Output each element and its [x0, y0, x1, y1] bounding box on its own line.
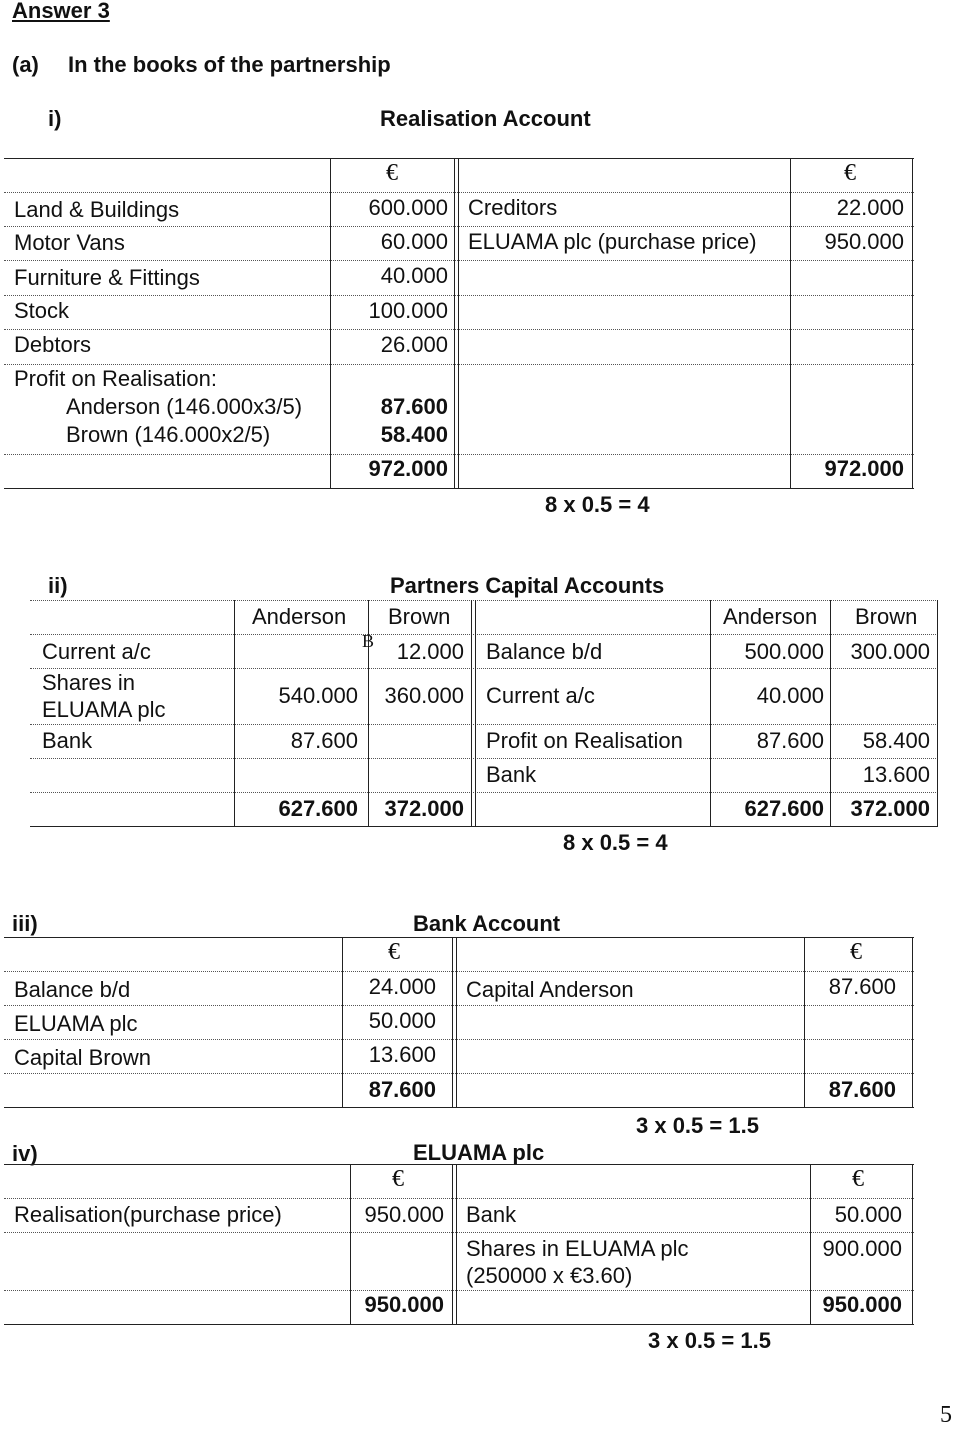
credit-item: Creditors	[468, 195, 558, 220]
part-title: In the books of the partnership	[68, 52, 391, 77]
total-credit: 950.000	[822, 1292, 902, 1317]
col-header-brown: Brown	[855, 604, 918, 629]
total-debit: 950.000	[364, 1292, 444, 1317]
total-debit-anderson: 627.600	[278, 796, 358, 821]
credit-amount: 50.000	[834, 1202, 902, 1227]
section-label: ii)	[48, 573, 68, 598]
euro-symbol: €	[388, 939, 400, 965]
credit-anderson: 500.000	[744, 639, 824, 664]
stray-mark: B	[362, 631, 375, 651]
credit-item: Current a/c	[486, 683, 595, 708]
debit-amount: 13.600	[368, 1042, 436, 1067]
marks-note: 3 x 0.5 = 1.5	[636, 1113, 759, 1138]
section-label: i)	[48, 106, 62, 131]
debit-anderson: 540.000	[278, 683, 358, 708]
debit-item: Debtors	[14, 332, 92, 357]
section-label: iv)	[12, 1141, 38, 1166]
euro-symbol: €	[852, 1166, 864, 1192]
marks-note: 8 x 0.5 = 4	[563, 830, 668, 855]
credit-item: ELUAMA plc (purchase price)	[468, 229, 757, 254]
account-title: Realisation Account	[380, 106, 591, 131]
col-header-anderson: Anderson	[252, 604, 347, 629]
credit-item: Profit on Realisation	[486, 728, 683, 753]
page-number: 5	[940, 1402, 952, 1428]
total-debit: 87.600	[368, 1077, 436, 1102]
debit-item: Shares in	[42, 670, 135, 695]
debit-amount: 40.000	[380, 263, 448, 288]
debit-item: Current a/c	[42, 639, 151, 664]
profit-brown-label: Brown (146.000x2/5)	[66, 422, 271, 447]
credit-brown: 58.400	[862, 728, 930, 753]
euro-symbol: €	[392, 1166, 404, 1192]
credit-brown: 300.000	[850, 639, 930, 664]
euro-symbol: €	[844, 160, 856, 186]
profit-anderson-label: Anderson (146.000x3/5)	[66, 394, 303, 419]
credit-item: Bank	[486, 762, 537, 787]
debit-item: Furniture & Fittings	[14, 265, 200, 290]
debit-amount: 60.000	[380, 229, 448, 254]
credit-brown: 13.600	[862, 762, 930, 787]
debit-amount: 100.000	[368, 298, 448, 323]
profit-heading: Profit on Realisation:	[14, 366, 217, 391]
total-debit-brown: 372.000	[384, 796, 464, 821]
credit-amount: 900.000	[822, 1236, 902, 1261]
debit-item: ELUAMA plc	[42, 697, 166, 722]
answer-title: Answer 3	[12, 0, 110, 23]
debit-item: Land & Buildings	[14, 197, 180, 222]
credit-item: Capital Anderson	[466, 977, 634, 1002]
debit-brown: 12.000	[396, 639, 464, 664]
section-label: iii)	[12, 911, 38, 936]
debit-amount: 24.000	[368, 974, 436, 999]
credit-amount: 22.000	[836, 195, 904, 220]
marks-note: 3 x 0.5 = 1.5	[648, 1328, 771, 1353]
account-title: Partners Capital Accounts	[390, 573, 665, 598]
total-credit-anderson: 627.600	[744, 796, 824, 821]
profit-anderson-amount: 87.600	[380, 394, 448, 419]
debit-item: Capital Brown	[14, 1045, 151, 1070]
credit-amount: 87.600	[828, 974, 896, 999]
col-header-brown: Brown	[388, 604, 451, 629]
account-title: Bank Account	[413, 911, 561, 936]
credit-anderson: 87.600	[756, 728, 824, 753]
debit-amount: 26.000	[380, 332, 448, 357]
total-debit: 972.000	[368, 456, 448, 481]
credit-item: Shares in ELUAMA plc	[466, 1236, 689, 1261]
debit-item: Realisation(purchase price)	[14, 1202, 282, 1227]
credit-item: Balance b/d	[486, 639, 603, 664]
total-credit: 972.000	[824, 456, 904, 481]
debit-amount: 50.000	[368, 1008, 436, 1033]
debit-amount: 950.000	[364, 1202, 444, 1227]
euro-symbol: €	[386, 160, 398, 186]
credit-item-detail: (250000 x €3.60)	[466, 1263, 633, 1288]
debit-item: Bank	[42, 728, 93, 753]
debit-brown: 360.000	[384, 683, 464, 708]
euro-symbol: €	[850, 939, 862, 965]
credit-item: Bank	[466, 1202, 517, 1227]
debit-item: Stock	[14, 298, 70, 323]
debit-anderson: 87.600	[290, 728, 358, 753]
account-title: ELUAMA plc	[413, 1140, 545, 1165]
debit-item: Motor Vans	[14, 230, 125, 255]
col-header-anderson: Anderson	[723, 604, 818, 629]
total-credit: 87.600	[828, 1077, 896, 1102]
debit-item: ELUAMA plc	[14, 1011, 138, 1036]
marks-note: 8 x 0.5 = 4	[545, 492, 650, 517]
profit-brown-amount: 58.400	[380, 422, 448, 447]
debit-amount: 600.000	[368, 195, 448, 220]
credit-anderson: 40.000	[756, 683, 824, 708]
debit-item: Balance b/d	[14, 977, 131, 1002]
total-credit-brown: 372.000	[850, 796, 930, 821]
credit-amount: 950.000	[824, 229, 904, 254]
part-label: (a)	[12, 52, 39, 77]
